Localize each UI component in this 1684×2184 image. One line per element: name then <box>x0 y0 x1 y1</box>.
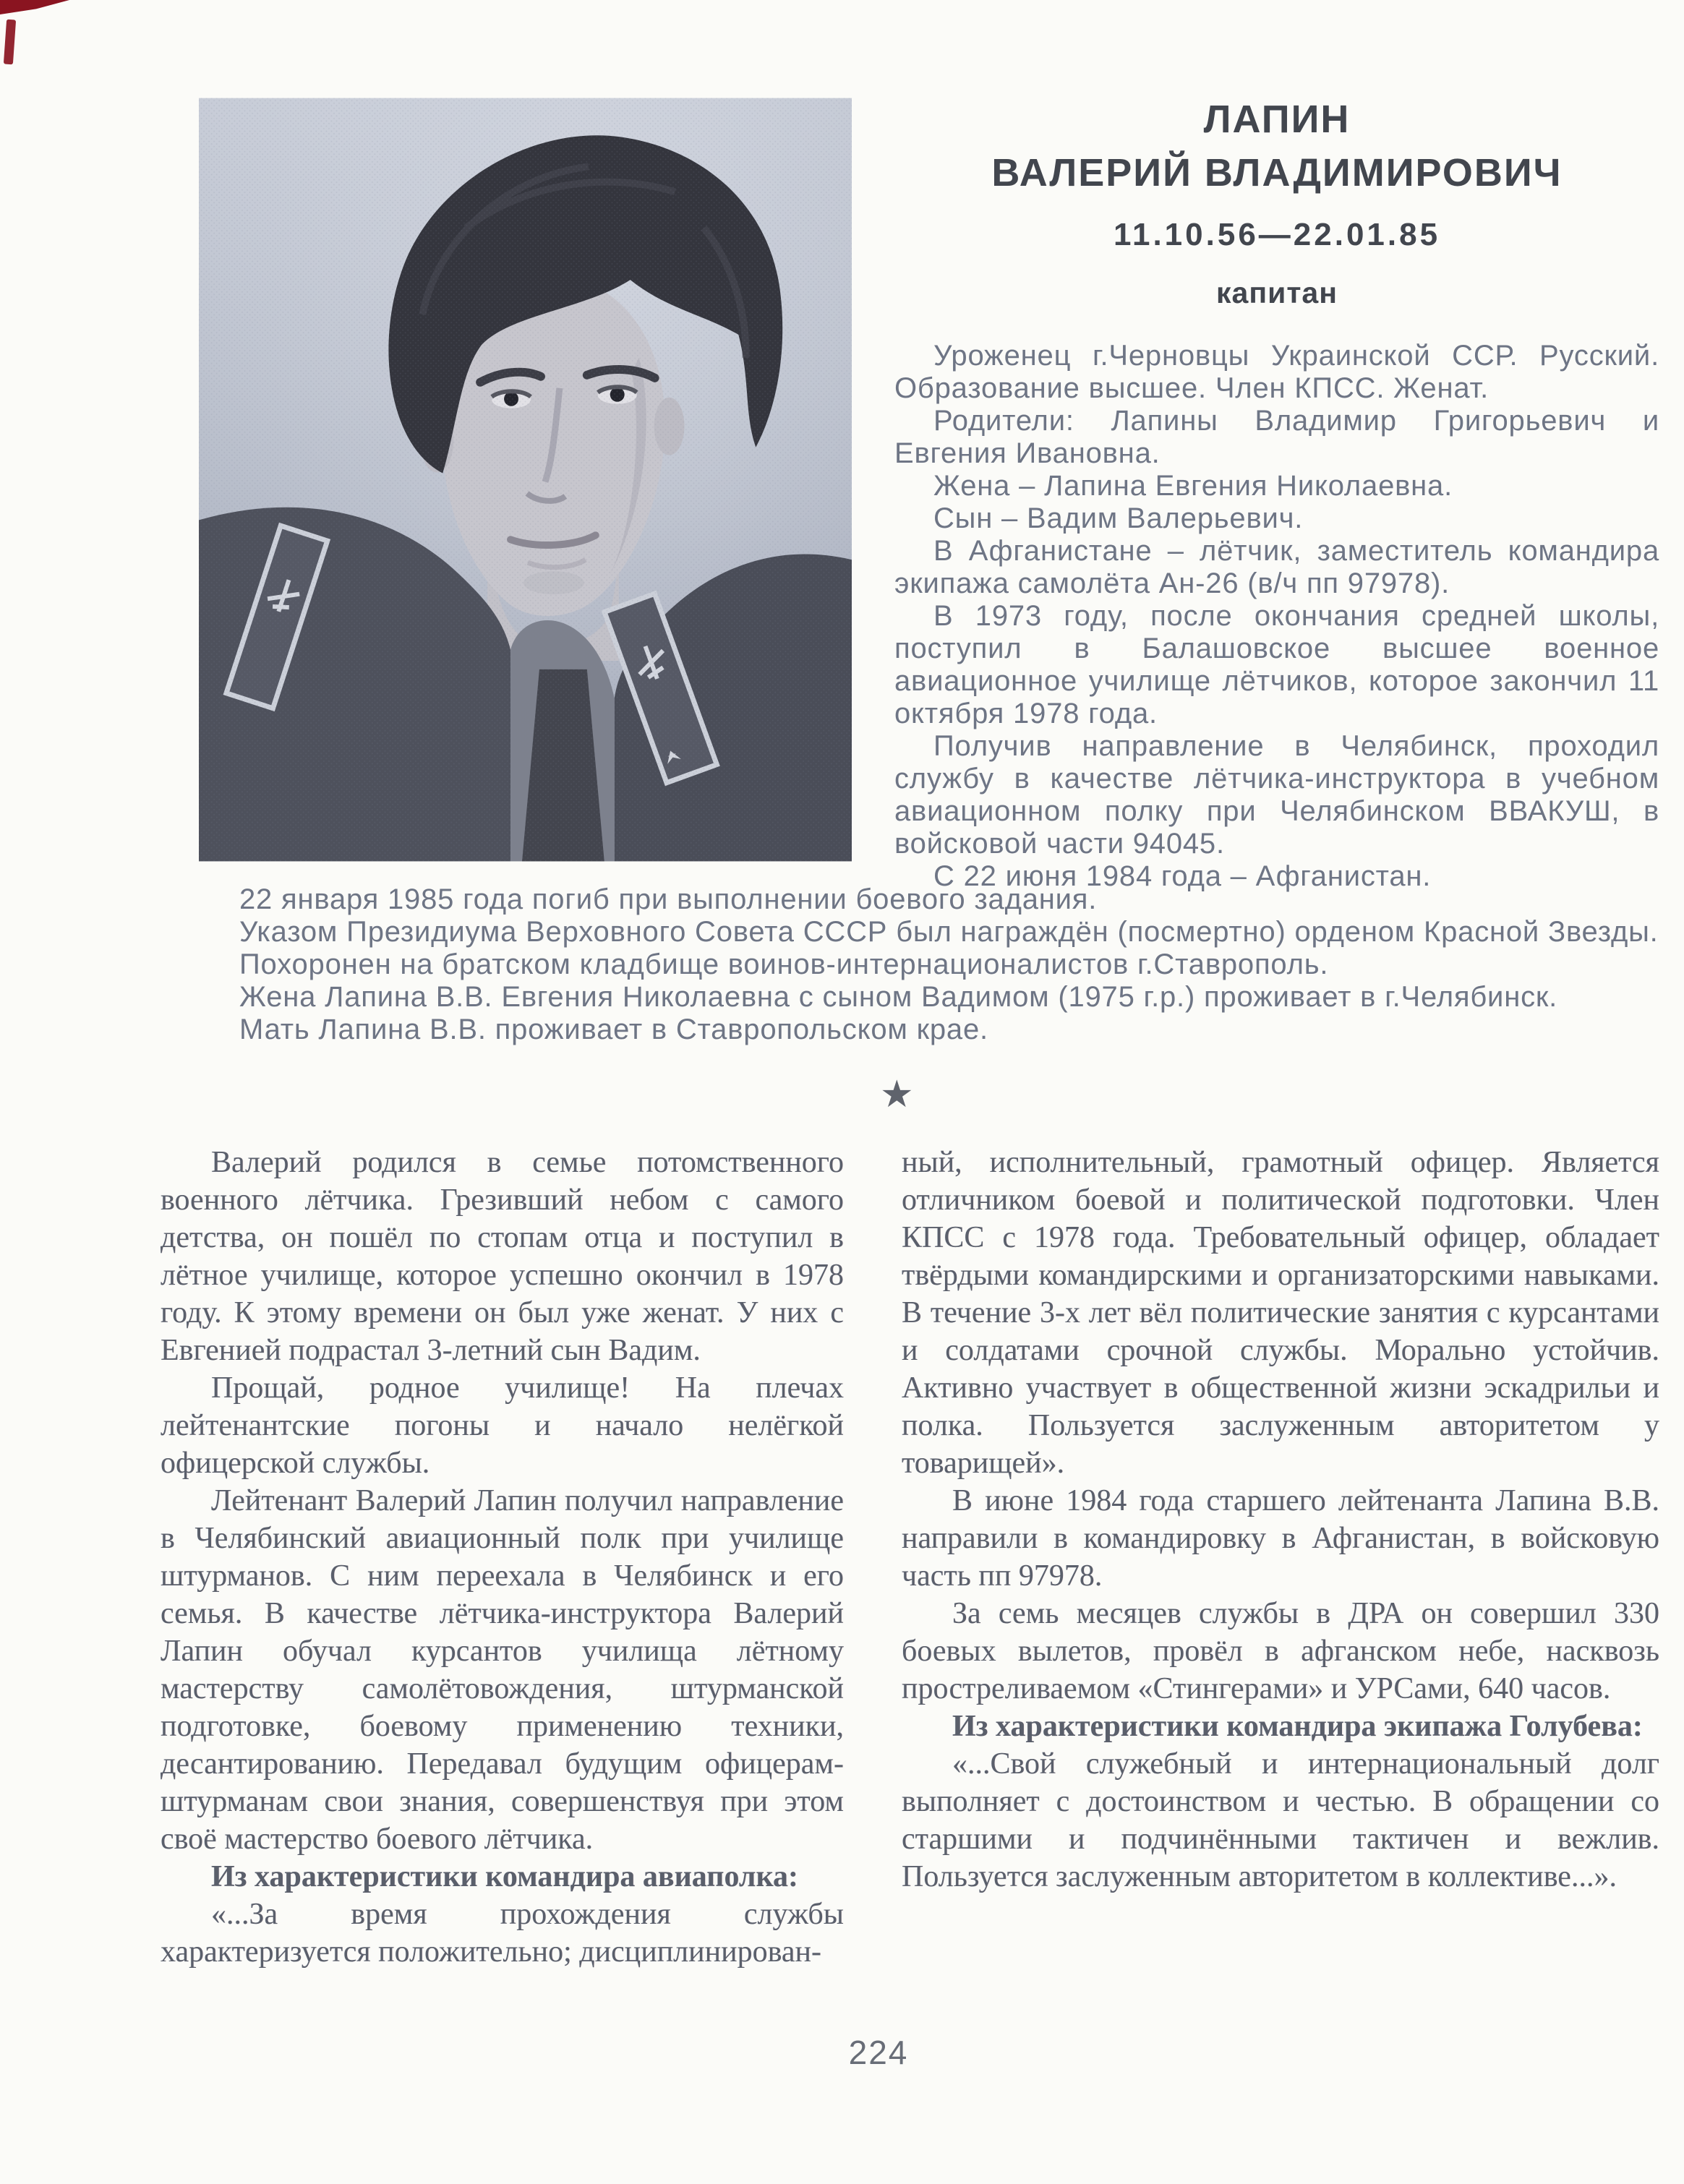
full-width-block <box>203 883 1659 1046</box>
portrait-photo <box>199 98 852 862</box>
body-paragraph: За семь месяцев службы в ДРА он совершил 330 боевых вылетов, провёл в афганском небе, насквозь простреливаемом «Стингерами» и УРСами, 640 часов. <box>902 1597 1659 1705</box>
bio-paragraph: Жена Лапина В.В. Евгения Николаевна с сыном Вадимом (1975 г.р.) проживает в г.Челябинск. <box>239 981 1558 1013</box>
bio-paragraph: Сын – Вадим Валерьевич. <box>933 502 1304 534</box>
bio-paragraph: Похоронен на братском кладбище воинов-интернационалистов г.Ставрополь. <box>239 948 1329 980</box>
left-column <box>161 1144 844 1971</box>
body-paragraph: Из характеристики командира экипажа Голубева: <box>952 1710 1643 1743</box>
bio-paragraph: Мать Лапина В.В. проживает в Ставропольском крае. <box>239 1014 988 1045</box>
life-dates: 11.10.56—22.01.85 <box>1113 217 1441 252</box>
body-paragraph: Лейтенант Валерий Лапин получил направление в Челябинский авиационный полк при училище штурманов. С ним переехала в Челябинск и его семья. В качестве лётчика-инструктора Валерий Лапин обучал курсантов училища лётному мастерству самолётовождения, штурманской подготовке, боевому применению техники, десантированию. Передавал будущим офицерам-штурманам свои знания, совершенствуя при этом своё мастерство боевого лётчика. <box>161 1484 844 1856</box>
scan-artifact-stripe <box>4 20 16 65</box>
page-number: 224 <box>848 2034 909 2071</box>
body-paragraph: Прощай, родное училище! На плечах лейтенантские погоны и начало нелёгкой офицерской службы. <box>161 1371 844 1480</box>
bio-paragraph: Указом Президиума Верховного Совета СССР был награждён (посмертно) орденом Красной Звезды. <box>239 916 1659 948</box>
bio-paragraph: Жена – Лапина Евгения Николаевна. <box>933 470 1453 502</box>
bio-paragraph: Уроженец г.Черновцы Украинской ССР. Русский. Образование высшее. Член КПСС. Женат. <box>894 340 1659 404</box>
bio-paragraph: Родители: Лапины Владимир Григорьевич и Евгения Ивановна. <box>894 405 1659 469</box>
bio-paragraph: 22 января 1985 года погиб при выполнении боевого задания. <box>239 883 1098 915</box>
body-paragraph: «...За время прохождения службы характеризуется положительно; дисциплинирован- <box>161 1898 844 1969</box>
right-column <box>902 1144 1659 1896</box>
bio-paragraph: С 22 июня 1984 года – Афганистан. <box>933 860 1432 892</box>
body-paragraph: Валерий родился в семье потомственного военного лётчика. Грезивший небом с самого детства, он пошёл по стопам отца и поступил в лётное училище, которое успешно окончил в 1978 году. К этому времени он был уже женат. У них с Евгенией подрастал 3-летний сын Вадим. <box>161 1146 844 1367</box>
person-name-patronymic: ВАЛЕРИЙ ВЛАДИМИРОВИЧ <box>991 151 1563 194</box>
body-paragraph: В июне 1984 года старшего лейтенанта Лапина В.В. направили в командировку в Афганистан, в войсковую часть пп 97978. <box>902 1484 1659 1593</box>
bio-column <box>894 340 1659 893</box>
star-divider-icon: ★ <box>880 1074 914 1115</box>
portrait-illustration <box>199 98 852 862</box>
military-rank: капитан <box>1216 276 1338 309</box>
bio-paragraph: В Афганистане – лётчик, заместитель командира экипажа самолёта Ан-26 (в/ч пп 97978). <box>894 535 1659 599</box>
body-paragraph: «...Свой служебный и интернациональный долг выполняет с достоинством и честью. В обращении со старшими и подчинёнными тактичен и вежлив. Пользуется заслуженным авторитетом в коллективе...». <box>902 1747 1659 1893</box>
bio-paragraph: В 1973 году, после окончания средней школы, поступил в Балашовское высшее военное авиационное училище лётчиков, которое закончил 11 октября 1978 года. <box>894 600 1659 729</box>
body-paragraph: Из характеристики командира авиаполка: <box>211 1860 799 1893</box>
person-surname: ЛАПИН <box>1203 98 1351 141</box>
bio-paragraph: Получив направление в Челябинск, проходил службу в качестве лётчика-инструктора в учебном авиационном полку при Челябинском ВВАКУШ, в войсковой части 94045. <box>894 730 1659 860</box>
entry-header <box>894 93 1659 310</box>
scan-artifact-corner <box>0 0 69 14</box>
body-paragraph: ный, исполнительный, грамотный офицер. Является отличником боевой и политической подготовки. Член КПСС с 1978 года. Требовательный офицер, обладает твёрдыми командирскими и организаторскими навыками. В течение 3-х лет вёл политические занятия с курсантами и солдатами срочной службы. Морально устойчив. Активно участвует в общественной жизни эскадрильи и полка. Пользуется заслуженным авторитетом у товарищей». <box>902 1146 1659 1480</box>
